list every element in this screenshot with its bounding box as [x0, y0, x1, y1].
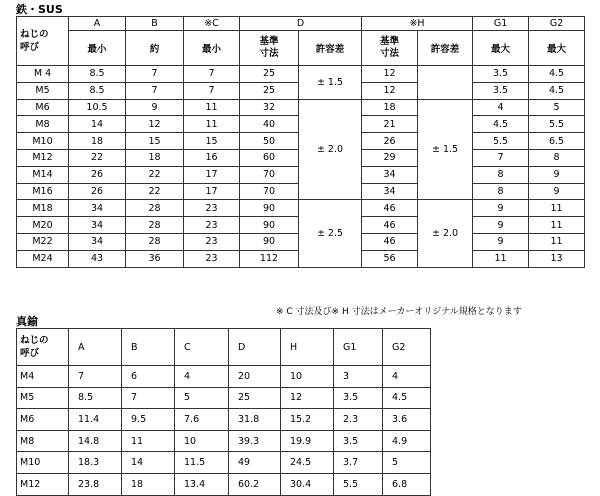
c-cell: 7 [184, 66, 240, 83]
brass-dimension-table [16, 328, 431, 496]
value-cell: 3.5 [334, 387, 383, 409]
c-cell: 7 [184, 82, 240, 99]
d-nominal-cell: 32 [240, 99, 299, 116]
value-cell: 7.6 [175, 409, 229, 431]
b-cell: 7 [126, 82, 184, 99]
g2-cell: 11 [529, 200, 585, 217]
size-cell: M8 [17, 430, 69, 452]
table-row [17, 473, 431, 495]
col-header-a: A [69, 17, 126, 31]
value-cell: 6 [122, 366, 175, 388]
d-nominal-cell: 50 [240, 133, 299, 150]
col-header: C [175, 329, 229, 366]
value-cell: 8.5 [69, 387, 122, 409]
subheader-b-approx: 約 [126, 31, 184, 66]
subheader-c-min: 最小 [184, 31, 240, 66]
col-header: A [69, 329, 122, 366]
value-cell: 60.2 [229, 473, 281, 495]
value-cell: 3 [334, 366, 383, 388]
col-header: D [229, 329, 281, 366]
table-row [17, 452, 431, 474]
c-cell: 23 [184, 217, 240, 234]
size-cell: M4 [17, 366, 69, 388]
value-cell: 11.5 [175, 452, 229, 474]
subheader-d-nominal: 基準 寸法 [240, 31, 299, 66]
size-cell: M20 [17, 217, 69, 234]
value-cell: 14 [122, 452, 175, 474]
g1-cell: 3.5 [473, 66, 529, 83]
col-header-b: B [126, 17, 184, 31]
col-header-d: D [240, 17, 362, 31]
b-cell: 12 [126, 116, 184, 133]
b-cell: 15 [126, 133, 184, 150]
h-nominal-cell: 18 [362, 99, 418, 116]
c-cell: 23 [184, 233, 240, 250]
a-cell: 34 [69, 233, 126, 250]
value-cell: 5.5 [334, 473, 383, 495]
table-row [17, 366, 431, 388]
a-cell: 26 [69, 183, 126, 200]
g1-cell: 9 [473, 233, 529, 250]
value-cell: 10 [281, 366, 334, 388]
c-cell: 16 [184, 149, 240, 166]
b-cell: 22 [126, 183, 184, 200]
g2-cell: 5.5 [529, 116, 585, 133]
value-cell: 49 [229, 452, 281, 474]
value-cell: 12 [281, 387, 334, 409]
dimension-note: ※ C 寸法及び※ H 寸法はメーカーオリジナル規格となります [276, 307, 522, 317]
g2-cell: 13 [529, 250, 585, 267]
value-cell: 25 [229, 387, 281, 409]
d-nominal-cell: 90 [240, 200, 299, 217]
subheader-h-tolerance: 許容差 [418, 31, 473, 66]
d-nominal-cell: 70 [240, 183, 299, 200]
g2-cell: 6.5 [529, 133, 585, 150]
a-cell: 10.5 [69, 99, 126, 116]
h-nominal-cell: 56 [362, 250, 418, 267]
d-nominal-cell: 90 [240, 217, 299, 234]
value-cell: 7 [122, 387, 175, 409]
size-column-header: ねじの 呼び [17, 17, 69, 66]
h-nominal-cell: 12 [362, 66, 418, 83]
d-tolerance-cell: ± 2.5 [299, 200, 362, 267]
value-cell: 2.3 [334, 409, 383, 431]
a-cell: 34 [69, 200, 126, 217]
table-row [17, 387, 431, 409]
g2-cell: 4.5 [529, 66, 585, 83]
d-tolerance-cell: ± 2.0 [299, 99, 362, 200]
h-nominal-cell: 34 [362, 183, 418, 200]
d-nominal-cell: 40 [240, 116, 299, 133]
value-cell: 30.4 [281, 473, 334, 495]
g1-cell: 5.5 [473, 133, 529, 150]
col-header-g2: G2 [529, 17, 585, 31]
size-cell: M6 [17, 99, 69, 116]
d-nominal-cell: 112 [240, 250, 299, 267]
table-row [17, 99, 585, 116]
b-cell: 9 [126, 99, 184, 116]
h-nominal-cell: 21 [362, 116, 418, 133]
col-header: G1 [334, 329, 383, 366]
table-row [17, 66, 585, 83]
c-cell: 23 [184, 250, 240, 267]
value-cell: 23.8 [69, 473, 122, 495]
a-cell: 8.5 [69, 82, 126, 99]
h-nominal-cell: 46 [362, 217, 418, 234]
size-cell: M16 [17, 183, 69, 200]
a-cell: 8.5 [69, 66, 126, 83]
h-nominal-cell: 34 [362, 166, 418, 183]
g2-cell: 5 [529, 99, 585, 116]
h-tolerance-cell: ± 1.5 [418, 99, 473, 200]
table1-header-row-1 [17, 17, 585, 31]
g2-cell: 8 [529, 149, 585, 166]
value-cell: 15.2 [281, 409, 334, 431]
col-header-g1: G1 [473, 17, 529, 31]
value-cell: 31.8 [229, 409, 281, 431]
d-nominal-cell: 90 [240, 233, 299, 250]
b-cell: 28 [126, 217, 184, 234]
g1-cell: 7 [473, 149, 529, 166]
b-cell: 36 [126, 250, 184, 267]
value-cell: 7 [69, 366, 122, 388]
d-nominal-cell: 70 [240, 166, 299, 183]
d-nominal-cell: 60 [240, 149, 299, 166]
table-row [17, 200, 585, 217]
value-cell: 5 [383, 452, 431, 474]
subheader-g1-max: 最大 [473, 31, 529, 66]
table-row [17, 409, 431, 431]
value-cell: 4 [383, 366, 431, 388]
size-cell: M8 [17, 116, 69, 133]
c-cell: 23 [184, 200, 240, 217]
h-nominal-cell: 26 [362, 133, 418, 150]
g1-cell: 4.5 [473, 116, 529, 133]
value-cell: 11 [122, 430, 175, 452]
size-cell: M10 [17, 452, 69, 474]
value-cell: 18 [122, 473, 175, 495]
size-cell: M5 [17, 82, 69, 99]
size-cell: M22 [17, 233, 69, 250]
subheader-h-nominal: 基準 寸法 [362, 31, 418, 66]
value-cell: 10 [175, 430, 229, 452]
size-cell: M12 [17, 473, 69, 495]
b-cell: 28 [126, 233, 184, 250]
value-cell: 39.3 [229, 430, 281, 452]
value-cell: 6.8 [383, 473, 431, 495]
h-nominal-cell: 46 [362, 200, 418, 217]
g1-cell: 8 [473, 183, 529, 200]
g1-cell: 9 [473, 200, 529, 217]
value-cell: 20 [229, 366, 281, 388]
steel-sus-dimension-table [16, 16, 585, 268]
h-nominal-cell: 29 [362, 149, 418, 166]
h-nominal-cell: 46 [362, 233, 418, 250]
value-cell: 4.5 [383, 387, 431, 409]
a-cell: 26 [69, 166, 126, 183]
h-tolerance-blank-cell [418, 66, 473, 100]
b-cell: 7 [126, 66, 184, 83]
c-cell: 17 [184, 166, 240, 183]
col-header: G2 [383, 329, 431, 366]
table1-header-row-2 [17, 31, 585, 66]
size-cell: M18 [17, 200, 69, 217]
subheader-g2-max: 最大 [529, 31, 585, 66]
value-cell: 4 [175, 366, 229, 388]
b-cell: 22 [126, 166, 184, 183]
value-cell: 24.5 [281, 452, 334, 474]
value-cell: 4.9 [383, 430, 431, 452]
d-tolerance-cell: ± 1.5 [299, 66, 362, 100]
col-header: B [122, 329, 175, 366]
c-cell: 11 [184, 116, 240, 133]
g1-cell: 4 [473, 99, 529, 116]
size-cell: M10 [17, 133, 69, 150]
size-cell: M6 [17, 409, 69, 431]
g2-cell: 9 [529, 183, 585, 200]
subheader-d-tolerance: 許容差 [299, 31, 362, 66]
g1-cell: 3.5 [473, 82, 529, 99]
d-nominal-cell: 25 [240, 82, 299, 99]
value-cell: 14.8 [69, 430, 122, 452]
value-cell: 5 [175, 387, 229, 409]
h-nominal-cell: 12 [362, 82, 418, 99]
value-cell: 13.4 [175, 473, 229, 495]
g1-cell: 11 [473, 250, 529, 267]
table-row [17, 430, 431, 452]
a-cell: 18 [69, 133, 126, 150]
c-cell: 15 [184, 133, 240, 150]
a-cell: 43 [69, 250, 126, 267]
size-cell: M12 [17, 149, 69, 166]
table2-header-row [17, 329, 431, 366]
g2-cell: 11 [529, 217, 585, 234]
col-header-c: ※C [184, 17, 240, 31]
table2-title: 真鍮 [16, 315, 38, 328]
col-header-h: ※H [362, 17, 473, 31]
size-cell: M14 [17, 166, 69, 183]
g2-cell: 11 [529, 233, 585, 250]
size-cell: M5 [17, 387, 69, 409]
c-cell: 17 [184, 183, 240, 200]
g1-cell: 9 [473, 217, 529, 234]
value-cell: 3.5 [334, 430, 383, 452]
table1-title: 鉄・SUS [16, 3, 63, 16]
h-tolerance-cell: ± 2.0 [418, 200, 473, 267]
size-cell: M24 [17, 250, 69, 267]
subheader-a-min: 最小 [69, 31, 126, 66]
g2-cell: 9 [529, 166, 585, 183]
a-cell: 34 [69, 217, 126, 234]
value-cell: 19.9 [281, 430, 334, 452]
col-header: H [281, 329, 334, 366]
d-nominal-cell: 25 [240, 66, 299, 83]
value-cell: 18.3 [69, 452, 122, 474]
b-cell: 18 [126, 149, 184, 166]
value-cell: 11.4 [69, 409, 122, 431]
value-cell: 3.6 [383, 409, 431, 431]
g1-cell: 8 [473, 166, 529, 183]
size-column-header: ねじの 呼び [17, 329, 69, 366]
value-cell: 9.5 [122, 409, 175, 431]
c-cell: 11 [184, 99, 240, 116]
a-cell: 22 [69, 149, 126, 166]
g2-cell: 4.5 [529, 82, 585, 99]
value-cell: 3.7 [334, 452, 383, 474]
b-cell: 28 [126, 200, 184, 217]
size-cell: M 4 [17, 66, 69, 83]
a-cell: 14 [69, 116, 126, 133]
